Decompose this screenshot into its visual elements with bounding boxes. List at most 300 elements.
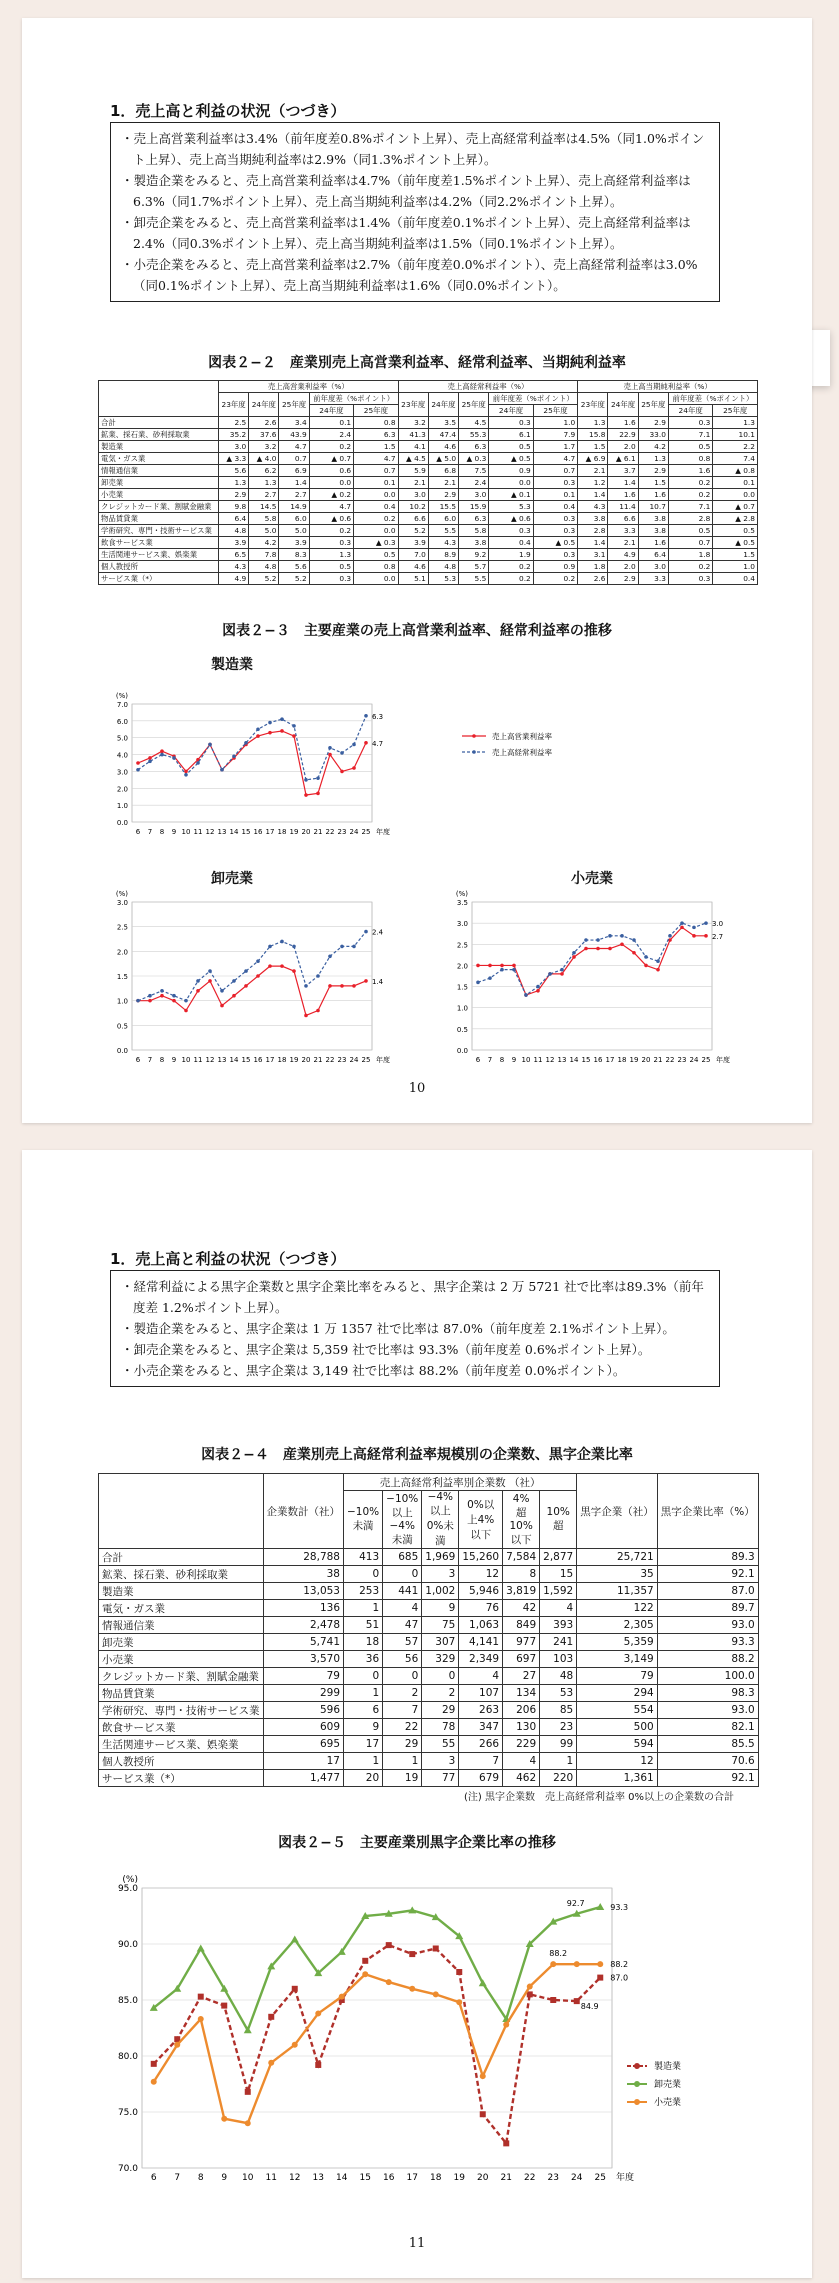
table-cell: 3.8	[578, 513, 608, 525]
table-cell: 27	[503, 1668, 540, 1685]
x-tick-label: 21	[500, 2173, 512, 2183]
data-point	[584, 938, 588, 942]
data-point	[280, 717, 284, 721]
table-cell: 11,357	[577, 1583, 658, 1600]
table-cell: 29	[383, 1736, 422, 1753]
table-cell: 206	[503, 1702, 540, 1719]
table-cell: 6.3	[459, 441, 489, 453]
x-tick-label: 24	[571, 2173, 583, 2183]
table-cell: 89.7	[657, 1600, 758, 1617]
data-point	[316, 776, 320, 780]
table-cell: 2.6	[578, 573, 608, 585]
table-cell: 5.5	[428, 525, 458, 537]
table-cell: 11.4	[608, 501, 638, 513]
table-cell: 8.9	[428, 549, 458, 561]
table-row	[99, 573, 758, 585]
data-point	[500, 968, 504, 972]
data-point	[328, 984, 332, 988]
x-tick-label: 6	[135, 828, 141, 836]
profit-header: 黒字企業（社）	[577, 1474, 658, 1549]
table-cell: 5.0	[279, 525, 309, 537]
data-point	[584, 947, 588, 951]
table-row	[99, 537, 758, 549]
table-cell: 1.3	[219, 477, 249, 489]
table-cell: 1.4	[608, 477, 638, 489]
table-row	[99, 1770, 759, 1787]
table-cell: 130	[503, 1719, 540, 1736]
table-cell: 554	[577, 1702, 658, 1719]
data-point	[245, 2089, 251, 2095]
data-point	[328, 746, 332, 750]
table-cell: 48	[540, 1668, 577, 1685]
table-cell: 14.9	[279, 501, 309, 513]
table-cell: 0.0	[309, 477, 353, 489]
data-point	[680, 921, 684, 925]
table-cell: 78	[422, 1719, 459, 1736]
data-point	[304, 984, 308, 988]
data-point	[352, 766, 356, 770]
table-cell: 1.5	[713, 549, 758, 561]
profitable-ratio-chart	[102, 1866, 742, 2206]
data-point	[409, 1986, 415, 1992]
data-point	[328, 954, 332, 958]
table-cell: 7.1	[668, 429, 712, 441]
table-cell: 0.2	[309, 441, 353, 453]
data-point	[198, 1994, 204, 2000]
table-cell: 134	[503, 1685, 540, 1702]
table-cell: 2,349	[459, 1651, 503, 1668]
x-tick-label: 17	[605, 1056, 615, 1064]
x-tick-label: 8	[159, 828, 165, 836]
table-cell: 3.2	[249, 441, 279, 453]
table-cell: 2.6	[249, 417, 279, 429]
legend-label: 製造業	[654, 2062, 682, 2072]
data-point	[527, 1991, 533, 1997]
table-cell: 6.3	[459, 513, 489, 525]
table-cell: 0.5	[668, 441, 712, 453]
table-cell: 0.9	[489, 465, 533, 477]
x-tick-label: 8	[197, 2173, 204, 2183]
y-tick-label: 2.0	[116, 948, 128, 957]
table-cell: 2.1	[398, 477, 428, 489]
data-point	[304, 1014, 308, 1018]
data-point	[208, 969, 212, 973]
table-cell: 4.9	[608, 549, 638, 561]
bin-header: −10%未満	[344, 1491, 383, 1549]
y-tick-label: 1.5	[456, 983, 468, 992]
table-cell: 7	[459, 1753, 503, 1770]
table-cell: ▲ 0.3	[354, 537, 398, 549]
data-point	[362, 1958, 368, 1964]
table-row	[99, 525, 758, 537]
table-cell: ▲ 0.1	[489, 489, 533, 501]
x-tick-label: 11	[193, 1056, 203, 1064]
legend-marker	[472, 750, 476, 754]
data-point	[220, 989, 224, 993]
table-cell: 18	[344, 1634, 383, 1651]
table-cell: 3.2	[398, 417, 428, 429]
table-row	[99, 561, 758, 573]
data-point	[572, 951, 576, 955]
data-point	[339, 1994, 345, 2000]
data-point	[256, 974, 260, 978]
table-cell: 1	[540, 1753, 577, 1770]
data-point	[668, 934, 672, 938]
table-cell: 100.0	[657, 1668, 758, 1685]
table-cell: 1.6	[638, 489, 668, 501]
table-caption: 図表２−２ 産業別売上高営業利益率、経常利益率、当期純利益率	[208, 355, 626, 371]
data-point	[268, 2060, 274, 2066]
table-cell: 0.5	[309, 561, 353, 573]
data-point	[692, 934, 696, 938]
data-label: 88.2	[549, 1949, 568, 1959]
x-tick-label: 23	[677, 1056, 687, 1064]
x-tick-label: 20	[301, 828, 311, 836]
table-cell: 4	[503, 1753, 540, 1770]
table-cell: 1	[344, 1685, 383, 1702]
table-row	[99, 1549, 759, 1566]
data-point	[574, 1998, 580, 2004]
y-tick-label: 6.0	[116, 717, 128, 726]
table-cell: 4.8	[249, 561, 279, 573]
table-cell: 4.7	[279, 441, 309, 453]
table-cell: 2.2	[713, 441, 758, 453]
data-point	[292, 1986, 298, 1992]
table-cell: 0	[344, 1668, 383, 1685]
table-cell: 1.0	[713, 561, 758, 573]
x-tick-label: 9	[171, 1056, 177, 1064]
table-cell: 0.8	[354, 561, 398, 573]
x-tick-label: 24	[349, 828, 359, 836]
data-point	[196, 761, 200, 765]
y-tick-label: 1.0	[116, 802, 128, 811]
table-cell: 5.3	[489, 501, 533, 513]
table-cell: 10.2	[398, 501, 428, 513]
plot-area	[472, 902, 712, 1050]
table-cell: 3.9	[398, 537, 428, 549]
table-cell: 136	[263, 1600, 344, 1617]
data-point	[656, 959, 660, 963]
section-title: 1．売上高と利益の状況（つづき）	[110, 1250, 346, 1268]
x-tick-label: 16	[593, 1056, 603, 1064]
x-tick-label: 7	[147, 828, 153, 836]
x-tick-label: 20	[301, 1056, 311, 1064]
data-point	[221, 2003, 227, 2009]
x-tick-label: 15	[241, 828, 251, 836]
table-cell: 266	[459, 1736, 503, 1753]
table-cell: 6.0	[279, 513, 309, 525]
data-point	[292, 945, 296, 949]
y-tick-label: 3.5	[456, 899, 468, 907]
data-point	[456, 1969, 462, 1975]
data-point	[196, 979, 200, 983]
x-axis-label: 年度	[716, 1056, 730, 1064]
table-cell: 77	[422, 1770, 459, 1787]
table-cell: 3.8	[638, 513, 668, 525]
data-point	[480, 2073, 486, 2079]
table-cell: 56	[383, 1651, 422, 1668]
table-cell: 87.0	[657, 1583, 758, 1600]
corner-cell	[99, 381, 219, 417]
x-tick-label: 14	[336, 2173, 348, 2183]
table-cell: 0.2	[668, 477, 712, 489]
sub-header: 前年度差（%ポイント）	[668, 393, 757, 405]
data-point	[151, 2079, 157, 2085]
legend-marker	[634, 2063, 640, 2069]
y-tick-label: 1.0	[116, 997, 128, 1006]
table-cell: 1.6	[608, 489, 638, 501]
table-cell: 3,570	[263, 1651, 344, 1668]
table-cell: 1.3	[638, 453, 668, 465]
table-cell: 0.3	[668, 573, 712, 585]
y-tick-label: 0.5	[116, 1022, 128, 1031]
table-cell: ▲ 0.3	[459, 453, 489, 465]
table-cell: 2	[422, 1685, 459, 1702]
table-row	[99, 549, 758, 561]
data-point	[536, 989, 540, 993]
x-tick-label: 21	[313, 1056, 323, 1064]
data-point	[268, 2014, 274, 2020]
data-point	[136, 768, 140, 772]
table-cell: 5.0	[249, 525, 279, 537]
table-cell: 609	[263, 1719, 344, 1736]
table-cell: 15.9	[459, 501, 489, 513]
data-point	[456, 1999, 462, 2005]
bin-header: 4% 超10%以下	[503, 1491, 540, 1549]
data-point	[328, 753, 332, 757]
x-tick-label: 10	[181, 828, 191, 836]
table-cell: 1,969	[422, 1549, 459, 1566]
table-cell: ▲ 5.0	[428, 453, 458, 465]
table-cell: 1.4	[578, 537, 608, 549]
table-cell: 47	[383, 1617, 422, 1634]
table-cell: 1.4	[578, 489, 608, 501]
data-point	[488, 964, 492, 968]
table-cell: 10.1	[713, 429, 758, 441]
count-header: 企業数計（社）	[263, 1474, 344, 1549]
row-label: サービス業（*）	[99, 1770, 264, 1787]
data-point	[572, 955, 576, 959]
table-cell: 1.8	[578, 561, 608, 573]
table-cell: 7.4	[713, 453, 758, 465]
diff-header: 24年度	[309, 405, 353, 417]
table-cell: 3,149	[577, 1651, 658, 1668]
bullet: ・卸売企業をみると、黒字企業は 5,359 社で比率は 93.3%（前年度差 0.6%ポイント上昇）。	[121, 1342, 651, 1357]
data-point	[316, 974, 320, 978]
data-point	[304, 793, 308, 797]
table-cell: 347	[459, 1719, 503, 1736]
table-cell: 1.6	[638, 537, 668, 549]
data-point	[620, 942, 624, 946]
data-label: 84.9	[580, 2002, 599, 2012]
table-cell: 29	[422, 1702, 459, 1719]
table-cell: 2.7	[279, 489, 309, 501]
table-row	[99, 465, 758, 477]
x-tick-label: 19	[289, 1056, 299, 1064]
table-cell: 0.4	[533, 501, 577, 513]
table-cell: 0.9	[533, 561, 577, 573]
table-cell: 500	[577, 1719, 658, 1736]
row-label: 学術研究、専門・技術サービス業	[99, 525, 219, 537]
y-tick-label: 85.0	[117, 1996, 138, 2006]
data-point	[256, 727, 260, 731]
data-point	[148, 999, 152, 1003]
y-tick-label: 3.0	[456, 920, 468, 929]
table-cell: 0.0	[354, 489, 398, 501]
table-cell: ▲ 0.8	[713, 465, 758, 477]
table-cell: 697	[503, 1651, 540, 1668]
table-cell: 6.4	[638, 549, 668, 561]
table-cell: 7.0	[398, 549, 428, 561]
x-tick-label: 10	[242, 2173, 254, 2183]
table-cell: 0.1	[533, 489, 577, 501]
data-point	[292, 969, 296, 973]
table-cell: 3.0	[219, 441, 249, 453]
table-cell: 0.7	[354, 465, 398, 477]
x-tick-label: 22	[524, 2173, 536, 2183]
table-cell: 0.2	[668, 489, 712, 501]
data-point	[160, 994, 164, 998]
table-row	[99, 453, 758, 465]
group-header: 売上高営業利益率（%）	[219, 381, 399, 393]
table-cell: 1	[344, 1753, 383, 1770]
table-cell: 4.2	[249, 537, 279, 549]
table-cell: 55.3	[459, 429, 489, 441]
x-tick-label: 19	[289, 828, 299, 836]
table-cell: 977	[503, 1634, 540, 1651]
data-point	[184, 999, 188, 1003]
table-cell: ▲ 0.7	[309, 453, 353, 465]
table-cell: 25,721	[577, 1549, 658, 1566]
table-cell: 0.8	[668, 453, 712, 465]
x-tick-label: 10	[181, 1056, 191, 1064]
table-cell: 0	[422, 1668, 459, 1685]
table-cell: 679	[459, 1770, 503, 1787]
table-cell: 7.9	[533, 429, 577, 441]
table-cell: ▲ 4.0	[249, 453, 279, 465]
data-point	[550, 1997, 556, 2003]
data-point	[704, 921, 708, 925]
end-value-label: 1.4	[372, 977, 384, 986]
table-cell: 22.9	[608, 429, 638, 441]
bullet: ・売上高営業利益率は3.4%（前年度差0.8%ポイント上昇）、売上高経常利益率は4.5%（同1.0%ポイント上昇）、売上高当期純利益率は2.9%（同1.3%ポイント上昇）。	[121, 131, 705, 167]
table-cell: 0.3	[533, 477, 577, 489]
data-point	[245, 2120, 251, 2126]
table-cell: 5.2	[398, 525, 428, 537]
sub-header: 24年度	[249, 393, 279, 417]
table-cell: 4.3	[219, 561, 249, 573]
x-tick-label: 16	[253, 1056, 263, 1064]
table-cell: 93.3	[657, 1634, 758, 1651]
x-tick-label: 22	[665, 1056, 675, 1064]
table-cell: 0.2	[489, 573, 533, 585]
data-point	[280, 729, 284, 733]
y-tick-label: 2.0	[116, 785, 128, 794]
table-cell: 1	[344, 1600, 383, 1617]
table-cell: 5.2	[279, 573, 309, 585]
manufacturing-chart	[102, 690, 622, 840]
legend-label: 売上高営業利益率	[492, 732, 552, 741]
end-value-label: 6.3	[372, 712, 384, 721]
table-cell: 0.3	[533, 525, 577, 537]
data-point	[151, 2061, 157, 2067]
table-cell: ▲ 4.5	[398, 453, 428, 465]
table-row	[99, 1566, 759, 1583]
data-point	[220, 768, 224, 772]
data-point	[524, 993, 528, 997]
row-label: サービス業（*）	[99, 573, 219, 585]
table-cell: 2.9	[608, 573, 638, 585]
table-cell: 15.5	[428, 501, 458, 513]
table-cell: 1.2	[578, 477, 608, 489]
table-cell: 229	[503, 1736, 540, 1753]
table-cell: 0.4	[489, 537, 533, 549]
table-cell: 695	[263, 1736, 344, 1753]
data-point	[692, 926, 696, 930]
bullet: ・卸売企業をみると、売上高営業利益率は1.4%（前年度差0.1%ポイント上昇）、売上高経常利益率は2.4%（同0.3%ポイント上昇）、売上高当期純利益率は1.5%（同0.1%ポイント上昇）。	[121, 215, 691, 251]
table-cell: 2.7	[249, 489, 279, 501]
data-point	[198, 2016, 204, 2022]
x-tick-label: 14	[229, 1056, 239, 1064]
data-point	[536, 985, 540, 989]
table-cell: 88.2	[657, 1651, 758, 1668]
x-tick-label: 9	[171, 828, 177, 836]
data-point	[160, 989, 164, 993]
table-cell: 0.0	[713, 489, 758, 501]
table-cell: 0.2	[354, 513, 398, 525]
table-cell: 1.6	[668, 465, 712, 477]
data-point	[352, 984, 356, 988]
table-cell: 1.0	[533, 417, 577, 429]
table-cell: 57	[383, 1634, 422, 1651]
x-axis-label: 年度	[376, 1056, 390, 1064]
data-point	[244, 984, 248, 988]
x-tick-label: 9	[511, 1056, 517, 1064]
x-tick-label: 7	[487, 1056, 493, 1064]
data-point	[316, 1009, 320, 1013]
sub-header: 23年度	[578, 393, 608, 417]
table-cell: 5.5	[459, 573, 489, 585]
data-point	[656, 968, 660, 972]
table-cell: 5.2	[249, 573, 279, 585]
legend-marker	[472, 734, 476, 738]
x-tick-label: 17	[406, 2173, 418, 2183]
data-point	[608, 934, 612, 938]
data-point	[256, 959, 260, 963]
table-cell: 6	[344, 1702, 383, 1719]
data-point	[340, 751, 344, 755]
table-cell: 241	[540, 1634, 577, 1651]
corner-cell	[99, 1474, 264, 1549]
data-point	[184, 770, 188, 774]
data-point	[148, 756, 152, 760]
data-point	[160, 753, 164, 757]
table-cell: 3.5	[428, 417, 458, 429]
data-point	[512, 964, 516, 968]
row-label: 小売業	[99, 489, 219, 501]
table-cell: 79	[263, 1668, 344, 1685]
sub-header: 23年度	[398, 393, 428, 417]
table-cell: 6.3	[354, 429, 398, 441]
x-tick-label: 13	[312, 2173, 324, 2183]
table-cell: 0.0	[489, 477, 533, 489]
table-cell: 0.2	[533, 573, 577, 585]
data-point	[620, 934, 624, 938]
row-label: 情報通信業	[99, 465, 219, 477]
data-point	[315, 2010, 321, 2016]
table-cell: 5,359	[577, 1634, 658, 1651]
wholesale-chart	[102, 890, 422, 1070]
